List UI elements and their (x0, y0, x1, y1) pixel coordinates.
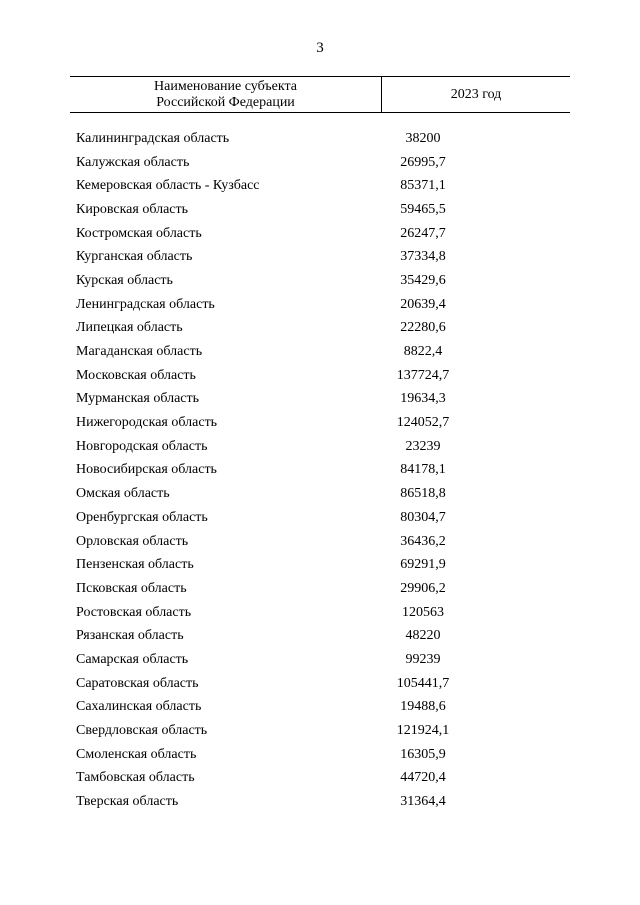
value-2023-cell: 124052,7 (396, 415, 450, 431)
table-row (0, 790, 640, 814)
value-2023-cell: 22280,6 (400, 320, 446, 336)
value-2023-cell: 85371,1 (400, 178, 446, 194)
table-row (0, 648, 640, 672)
table-row (0, 340, 640, 364)
value-2023-cell: 121924,1 (396, 723, 450, 739)
subject-name-cell: Смоленская область (76, 746, 197, 762)
subject-name-cell: Сахалинская область (76, 699, 202, 715)
table-row (0, 624, 640, 648)
subject-name-cell: Магаданская область (76, 344, 203, 360)
value-2023-cell: 26995,7 (400, 154, 446, 170)
table-row (0, 293, 640, 317)
subject-name-cell: Саратовская область (76, 675, 199, 691)
table-row (0, 696, 640, 720)
table-row (0, 743, 640, 767)
subject-name-cell: Тамбовская область (76, 770, 195, 786)
header-subject-name (70, 77, 382, 112)
header-subject-line1: Наименование субъекта (154, 78, 297, 94)
value-2023-cell: 48220 (405, 628, 441, 644)
value-2023-cell: 26247,7 (400, 225, 446, 241)
value-2023-cell: 69291,9 (400, 557, 446, 573)
table-row (0, 672, 640, 696)
subject-name-cell: Рязанская область (76, 628, 184, 644)
subject-name-cell: Костромская область (76, 225, 202, 241)
subject-name-cell: Псковская область (76, 580, 187, 596)
table-header (70, 76, 570, 113)
subject-name-cell: Московская область (76, 367, 196, 383)
subject-name-cell: Калининградская область (76, 130, 230, 146)
value-2023-cell: 16305,9 (400, 746, 446, 762)
subject-name-cell: Пензенская область (76, 557, 194, 573)
subject-name-cell: Мурманская область (76, 391, 200, 407)
header-year: 2023 год (450, 86, 502, 102)
table-row (0, 317, 640, 341)
table-row (0, 269, 640, 293)
table-row (0, 435, 640, 459)
value-2023-cell: 44720,4 (400, 770, 446, 786)
subject-name-cell: Курганская область (76, 249, 193, 265)
value-2023-cell: 84178,1 (400, 462, 446, 478)
subject-name-cell: Липецкая область (76, 320, 183, 336)
value-2023-cell: 105441,7 (396, 675, 450, 691)
value-2023-cell: 120563 (402, 604, 444, 620)
table-row (0, 601, 640, 625)
table-row (0, 530, 640, 554)
subject-name-cell: Новосибирская область (76, 462, 217, 478)
table-row (0, 388, 640, 412)
value-2023-cell: 29906,2 (400, 580, 446, 596)
value-2023-cell: 86518,8 (400, 486, 446, 502)
value-2023-cell: 37334,8 (400, 249, 446, 265)
value-2023-cell: 99239 (405, 651, 441, 667)
table-row (0, 151, 640, 175)
value-2023-cell: 20639,4 (400, 296, 446, 312)
subject-name-cell: Свердловская область (76, 723, 208, 739)
subject-name-cell: Кировская область (76, 201, 189, 217)
subject-name-cell: Новгородская область (76, 438, 208, 454)
subject-name-cell: Ростовская область (76, 604, 192, 620)
subject-name-cell: Орловская область (76, 533, 189, 549)
subject-name-cell: Ленинградская область (76, 296, 215, 312)
table-row (0, 506, 640, 530)
value-2023-cell: 23239 (405, 438, 441, 454)
subject-name-cell: Нижегородская область (76, 415, 218, 431)
value-2023-cell: 137724,7 (396, 367, 450, 383)
subject-name-cell: Кемеровская область - Кузбасс (76, 178, 260, 194)
value-2023-cell: 19634,3 (400, 391, 446, 407)
table-row (0, 459, 640, 483)
page-number: 3 (316, 40, 324, 56)
subject-name-cell: Оренбургская область (76, 509, 208, 525)
table-row (0, 482, 640, 506)
value-2023-cell: 8822,4 (403, 344, 443, 360)
table-body (0, 127, 640, 814)
value-2023-cell: 38200 (405, 130, 441, 146)
value-2023-cell: 80304,7 (400, 509, 446, 525)
value-2023-cell: 36436,2 (400, 533, 446, 549)
table-row (0, 174, 640, 198)
table-row (0, 577, 640, 601)
value-2023-cell: 31364,4 (400, 794, 446, 810)
subject-name-cell: Калужская область (76, 154, 190, 170)
subject-name-cell: Самарская область (76, 651, 189, 667)
value-2023-cell: 59465,5 (400, 201, 446, 217)
table-row (0, 222, 640, 246)
table-row (0, 198, 640, 222)
table-row (0, 553, 640, 577)
table-row (0, 767, 640, 791)
subject-name-cell: Омская область (76, 486, 170, 502)
table-row (0, 127, 640, 151)
header-subject-line2: Российской Федерации (156, 94, 295, 110)
table-row (0, 719, 640, 743)
table-row (0, 364, 640, 388)
table-row (0, 411, 640, 435)
subject-name-cell: Тверская область (76, 794, 179, 810)
subject-name-cell: Курская область (76, 272, 173, 288)
value-2023-cell: 19488,6 (400, 699, 446, 715)
table-row (0, 245, 640, 269)
value-2023-cell: 35429,6 (400, 272, 446, 288)
